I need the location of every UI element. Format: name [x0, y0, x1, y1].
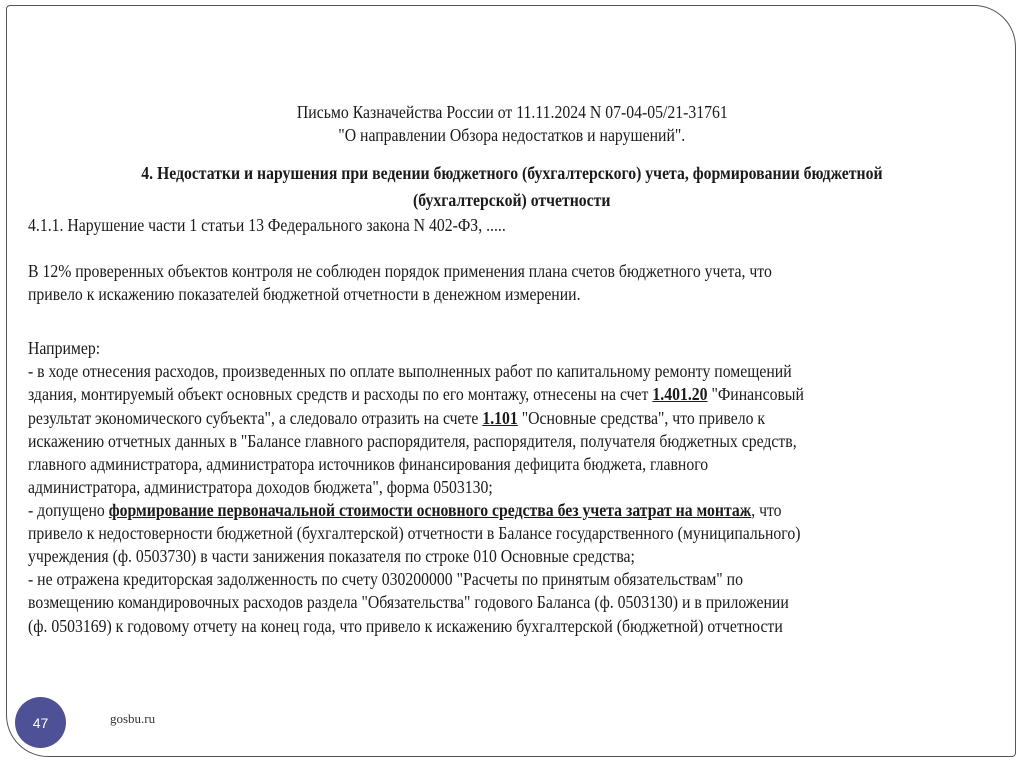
body-line: - в ходе отнесения расходов, произведенных по оплате выполненных работ по капитальному ремонту помещений: [28, 361, 792, 381]
body-line: учреждения (ф. 0503730) в части занижения показателя по строке 010 Основные средства;: [28, 546, 635, 566]
intro-line: привело к искажению показателей бюджетной отчетности в денежном измерении.: [28, 284, 581, 304]
intro-line: В 12% проверенных объектов контроля не соблюден порядок применения плана счетов бюджетного учета, что: [28, 261, 772, 281]
section-heading-line1: 4. Недостатки и нарушения при ведении бюджетного (бухгалтерского) учета, формировании бюджетной: [141, 163, 883, 183]
body-line: возмещению командировочных расходов раздела "Обязательства" годового Баланса (ф. 0503130) и в приложении: [28, 592, 789, 612]
body-line: искажению отчетных данных в "Балансе главного распорядителя, распорядителя, получателя бюджетных средств,: [28, 431, 797, 451]
body-line: администратора, администратора доходов бюджета", форма 0503130;: [28, 477, 493, 497]
account-number: 1.401.20: [652, 384, 708, 404]
emphasized-text: формирование первоначальной стоимости основного средства без учета затрат на монтаж: [108, 500, 752, 520]
body-line: главного администратора, администратора источников финансирования дефицита бюджета, главного: [28, 454, 709, 474]
body-line: результат экономического субъекта", а следовало отразить на счете 1.101 "Основные средства", что привело к: [28, 408, 766, 428]
body-line: - не отражена кредиторская задолженность по счету 030200000 "Расчеты по принятым обязательствам" по: [28, 569, 743, 589]
document-title-line2: "О направлении Обзора недостатков и нарушений".: [338, 125, 686, 145]
body-line: привело к недостоверности бюджетной (бухгалтерской) отчетности в Балансе государственного (муниципального): [28, 523, 801, 543]
page-number-badge: 47: [15, 697, 66, 748]
body-line: - допущено формирование первоначальной стоимости основного средства без учета затрат на монтаж, что: [28, 500, 782, 520]
account-number: 1.101: [482, 408, 518, 428]
section-heading-line2: (бухгалтерской) отчетности: [413, 190, 611, 210]
example-label: Например:: [28, 338, 101, 358]
subsection-title: 4.1.1. Нарушение части 1 статьи 13 Федерального закона N 402-ФЗ, .....: [28, 215, 506, 235]
body-line: (ф. 0503169) к годовому отчету на конец года, что привело к искажению бухгалтерской (бюджетной) отчетности: [28, 616, 783, 636]
body-line: здания, монтируемый объект основных средств и расходы по его монтажу, отнесены на счет 1.401.20 "Финансовый: [28, 384, 804, 404]
footer-site: gosbu.ru: [110, 711, 156, 726]
document-title-line1: Письмо Казначейства России от 11.11.2024 N 07-04-05/21-31761: [296, 102, 728, 122]
